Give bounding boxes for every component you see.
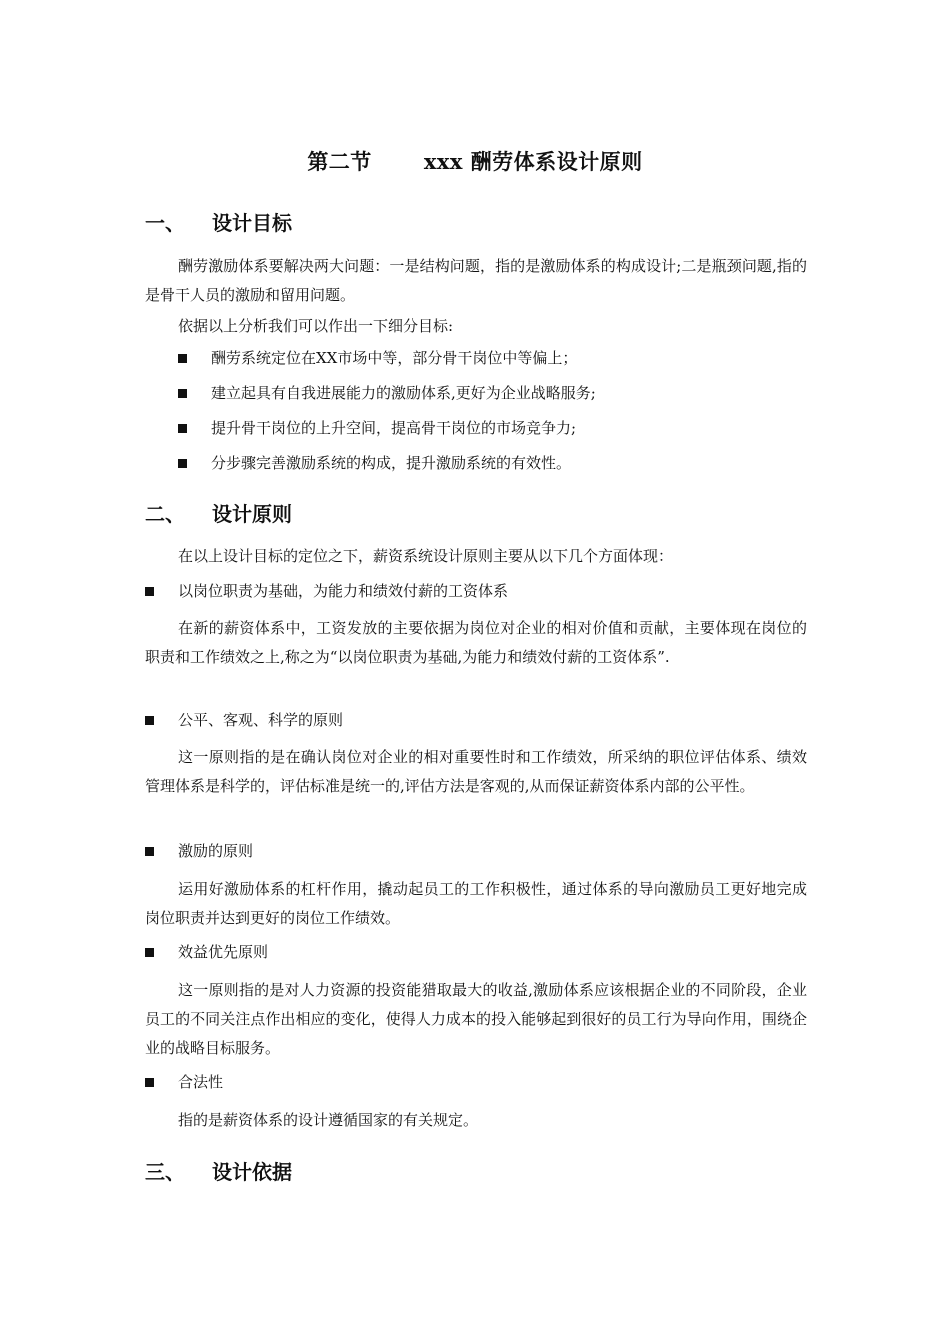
title-name: xxx 酬劳体系设计原则: [423, 149, 643, 174]
section-1-lead: 依据以上分析我们可以作出一下细分目标:: [178, 317, 454, 335]
section-number: 三、: [145, 1160, 185, 1184]
bullet-square-icon: [178, 424, 187, 433]
bullet-square-icon: [145, 948, 154, 957]
page-title: [0, 146, 950, 176]
bullet-square-icon: [145, 716, 154, 725]
bullet-square-icon: [178, 459, 187, 468]
section-heading-text: 设计原则: [212, 502, 292, 526]
section-1-intro: 酬劳激励体系要解决两大问题：一是结构问题，指的是激励体系的构成设计;二是瓶颈问题,指的是骨干人员的激励和留用问题。: [145, 257, 807, 304]
bullet-square-icon: [178, 389, 187, 398]
section-heading-2: [145, 498, 292, 527]
bullet-square-icon: [145, 1078, 154, 1087]
principle-text: 这一原则指的是对人力资源的投资能猎取最大的收益,激励体系应该根据企业的不同阶段，企业员工的不同关注点作出相应的变化，使得人力成本的投入能够起到很好的员工行为导向作用，围绕企业的战略目标服务。: [145, 981, 807, 1057]
title-section: 第二节: [307, 149, 372, 174]
principle-text: 在新的薪资体系中，工资发放的主要依据为岗位对企业的相对价值和贡献，主要体现在岗位的职责和工作绩效之上,称之为“以岗位职责为基础,为能力和绩效付薪的工资体系”.: [145, 619, 807, 666]
section-heading-3: [145, 1156, 292, 1185]
document-page: 第二节 xxx 酬劳体系设计原则 一、 设计目标 酬劳激励体系要解决两大问题：一是结构问题，指的是激励体系的构成设计;二是瓶颈问题,指的是骨干人员的激励和留用问题。 依据以上分析我们可以作出一下细分目标: 酬劳系统定位在XX市场中等，部分骨干岗位中等偏上； 建立起具有自我进展能力的激励体系,更好为企业战略服务; 提升骨干岗位的上升空间，提高骨干岗位的市场竞争力; 分步骤完善激励系统的构成，提升激励系统的有效性。 二、 设计原则 在以上设计目标的定位之下，薪资系统设计原则主要从以下几个方面体现： 以岗位职责为基础，为能力和绩效付薪的工资体系 在新的薪资体系中，工资发放的主要依据为岗位对企业的相对价值和贡献，主要体现在岗位的职责和工作绩效之上,称之为“以岗位职责为基础,为能力和绩效付薪的工资体系”. 公平、客观、科学的原则 这一原则指的是在确认岗位对企业的相对重要性时和工作绩效，所采纳的职位评估体系、绩效管理体系是科学的，评估标准是统一的,评估方法是客观的,从而保证薪资体系内部的公平性。 激励的原则 运用好激励体系的杠杆作用，撬动起员工的工作积极性，通过体系的导向激励员工更好地完成岗位职责并达到更好的岗位工作绩效。 效益优先原则 这一原则指的是对人力资源的投资能猎取最大的收益,激励体系应该根据企业的不同阶段，企业员工的不同关注点作出相应的变化，使得人力成本的投入能够起到很好的员工行为导向作用，围绕企业的战略目标服务。 合法性 指的是薪资体系的设计遵循国家的有关规定。 三、 设计依据: [0, 0, 950, 1344]
section-number: 二、: [145, 502, 185, 526]
section-number: 一、: [145, 211, 185, 235]
section-heading-1: [145, 207, 292, 236]
section-2-intro: 在以上设计目标的定位之下，薪资系统设计原则主要从以下几个方面体现：: [178, 547, 674, 565]
principle-text: 指的是薪资体系的设计遵循国家的有关规定。: [178, 1111, 479, 1129]
section-heading-text: 设计依据: [212, 1160, 292, 1184]
bullet-square-icon: [178, 354, 187, 363]
bullet-square-icon: [145, 847, 154, 856]
section-heading-text: 设计目标: [212, 211, 292, 235]
principle-text: 这一原则指的是在确认岗位对企业的相对重要性时和工作绩效，所采纳的职位评估体系、绩效管理体系是科学的，评估标准是统一的,评估方法是客观的,从而保证薪资体系内部的公平性。: [145, 748, 807, 795]
bullet-square-icon: [145, 587, 154, 596]
principle-text: 运用好激励体系的杠杆作用，撬动起员工的工作积极性，通过体系的导向激励员工更好地完成岗位职责并达到更好的岗位工作绩效。: [145, 880, 807, 927]
